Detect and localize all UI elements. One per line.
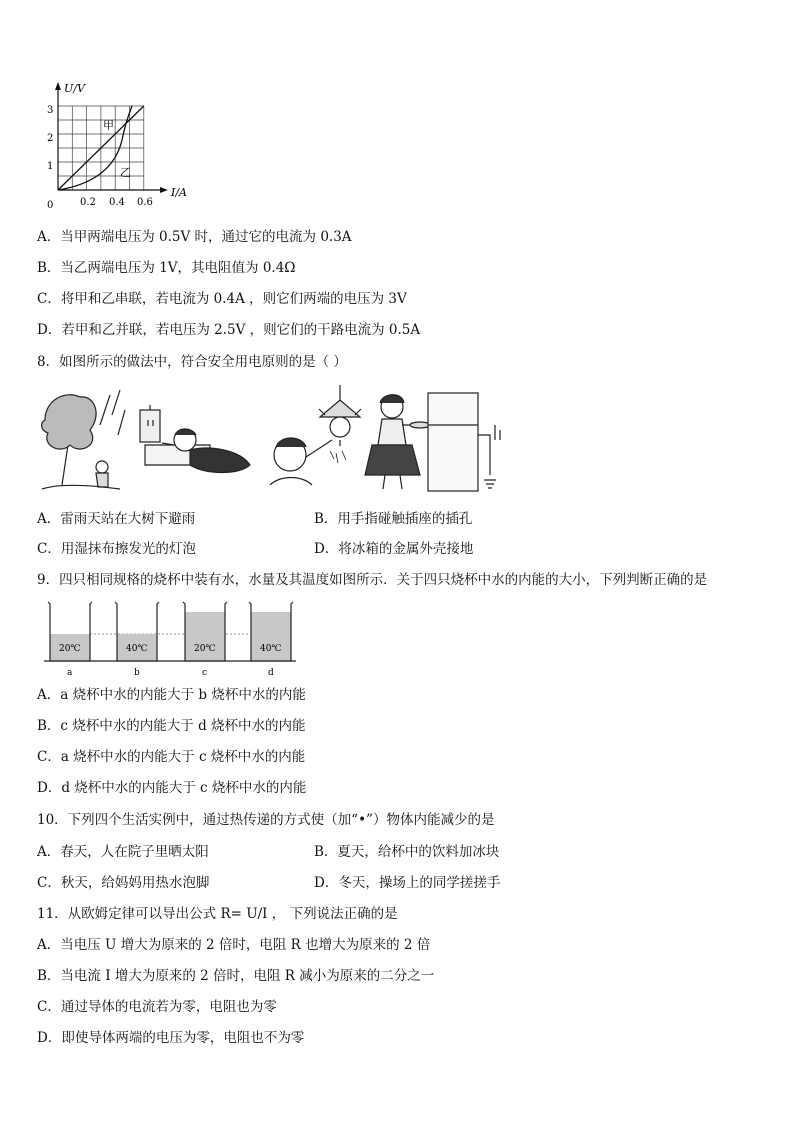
q8-illustrations-svg bbox=[40, 385, 505, 497]
u-i-graph bbox=[40, 80, 200, 214]
child-touching-socket-illustration bbox=[140, 405, 250, 473]
beaker-b-label: b bbox=[134, 668, 140, 678]
q8-illustrations bbox=[40, 385, 505, 501]
q7-option-b: B．当乙两端电压为 1V，其电阻值为 0.4Ω bbox=[37, 260, 296, 276]
q7-option-c: C．将甲和乙串联，若电流为 0.4A ，则它们两端的电压为 3V bbox=[37, 291, 407, 307]
q9-option-a: A．a 烧杯中水的内能大于 b 烧杯中水的内能 bbox=[37, 687, 306, 703]
beaker-c-temp: 20℃ bbox=[194, 644, 216, 654]
girl-with-fridge-illustration bbox=[365, 393, 500, 491]
q11-option-a: A．当电压 U 增大为原来的 2 倍时，电阻 R 也增大为原来的 2 倍 bbox=[37, 937, 431, 953]
beaker-b-temp: 40℃ bbox=[126, 644, 148, 654]
beakers-svg bbox=[40, 598, 300, 684]
label-jia: 甲 bbox=[103, 119, 114, 132]
u-i-graph-svg bbox=[40, 80, 200, 210]
q9-option-b: B．c 烧杯中水的内能大于 d 烧杯中水的内能 bbox=[37, 718, 306, 734]
origin-label: 0 bbox=[47, 200, 54, 210]
q8-option-c: C．用湿抹布擦发光的灯泡 bbox=[37, 541, 196, 557]
q10-option-a: A．春天，人在院子里晒太阳 bbox=[37, 844, 209, 860]
q8-option-b: B．用手指碰触插座的插孔 bbox=[314, 511, 473, 527]
y-axis-arrow bbox=[55, 82, 61, 90]
q11-stem: 11．从欧姆定律可以导出公式 R= U/I ， 下列说法正确的是 bbox=[37, 906, 398, 922]
label-yi: 乙 bbox=[120, 166, 131, 179]
q7-option-d: D．若甲和乙并联，若电压为 2.5V ，则它们的干路电流为 0.5A bbox=[37, 322, 421, 338]
beaker-b bbox=[115, 602, 159, 678]
q9-stem: 9．四只相同规格的烧杯中装有水，水量及其温度如图所示．关于四只烧杯中水的内能的大小，下列判断正确的是 bbox=[37, 572, 708, 588]
q11-option-b: B．当电流 I 增大为原来的 2 倍时，电阻 R 减小为原来的二分之一 bbox=[37, 968, 435, 984]
beaker-a bbox=[48, 602, 92, 678]
boy-wiping-lamp-illustration bbox=[270, 385, 361, 485]
beaker-c-label: c bbox=[202, 668, 208, 678]
y-tick-1: 1 bbox=[47, 161, 54, 172]
q11-option-c: C．通过导体的电流若为零，电阻也为零 bbox=[37, 999, 277, 1015]
beaker-d-temp: 40℃ bbox=[260, 644, 282, 654]
q8-option-d: D．将冰箱的金属外壳接地 bbox=[314, 541, 474, 557]
q10-option-c: C．秋天，给妈妈用热水泡脚 bbox=[37, 875, 210, 891]
beaker-a-temp: 20℃ bbox=[59, 644, 81, 654]
beaker-c bbox=[183, 602, 227, 678]
tree-in-rain-illustration bbox=[42, 390, 125, 489]
beaker-d-label: d bbox=[268, 668, 274, 678]
q8-option-a: A．雷雨天站在大树下避雨 bbox=[37, 511, 196, 527]
beaker-a-label: a bbox=[67, 668, 73, 678]
y-tick-3: 3 bbox=[47, 105, 54, 116]
y-axis-label: U/V bbox=[64, 82, 85, 95]
q7-option-a: A．当甲两端电压为 0.5V 时，通过它的电流为 0.3A bbox=[37, 229, 352, 245]
x-tick-06: 0.6 bbox=[137, 197, 153, 208]
q10-option-d: D．冬天，操场上的同学搓搓手 bbox=[314, 875, 501, 891]
x-tick-04: 0.4 bbox=[109, 197, 125, 208]
q9-option-d: D．d 烧杯中水的内能大于 c 烧杯中水的内能 bbox=[37, 780, 307, 796]
x-axis-label: I/A bbox=[171, 186, 187, 199]
q10-option-b: B．夏天，给杯中的饮料加冰块 bbox=[314, 844, 500, 860]
q9-beakers bbox=[40, 598, 300, 688]
beaker-d bbox=[249, 602, 293, 678]
q8-stem: 8．如图所示的做法中，符合安全用电原则的是（ ） bbox=[37, 354, 347, 370]
q11-option-d: D．即使导体两端的电压为零，电阻也不为零 bbox=[37, 1030, 305, 1046]
q9-option-c: C．a 烧杯中水的内能大于 c 烧杯中水的内能 bbox=[37, 749, 306, 765]
y-tick-2: 2 bbox=[47, 133, 54, 144]
x-tick-02: 0.2 bbox=[80, 197, 96, 208]
q10-stem: 10．下列四个生活实例中，通过热传递的方式使（加“•”）物体内能减少的是 bbox=[37, 812, 495, 828]
x-axis-arrow bbox=[160, 187, 168, 193]
